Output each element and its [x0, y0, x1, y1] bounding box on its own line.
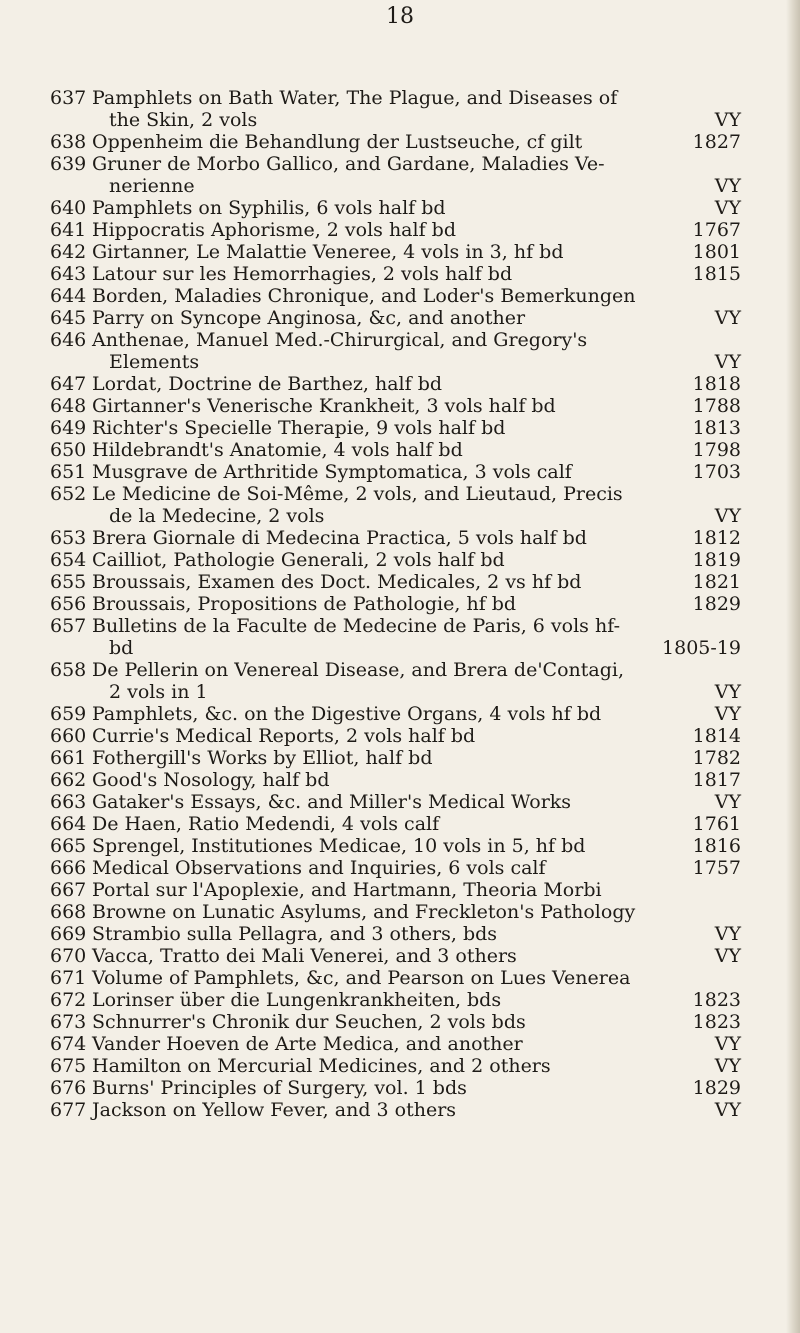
- entry-title: Hippocratis Aphorisme, 2 vols half bd: [92, 219, 456, 241]
- entry-line: [50, 307, 741, 329]
- entry-date: 1788: [692, 395, 741, 417]
- lot-number: 668: [50, 901, 87, 923]
- catalog-entry: [50, 549, 741, 571]
- lot-number: 677: [50, 1099, 87, 1121]
- catalog-entry: [50, 153, 741, 197]
- entry-title: Hamilton on Mercurial Medicines, and 2 others: [92, 1055, 551, 1077]
- entry-line: [50, 725, 741, 747]
- entry-title: 2 vols in 1: [109, 681, 208, 703]
- catalog-entry: [50, 307, 741, 329]
- catalog-entry: [50, 571, 741, 593]
- entry-title: Hildebrandt's Anatomie, 4 vols half bd: [92, 439, 463, 461]
- entry-line: [50, 527, 741, 549]
- entry-line: [50, 417, 741, 439]
- lot-number: 654: [50, 549, 87, 571]
- entry-title: the Skin, 2 vols: [109, 109, 258, 131]
- entry-line: [50, 659, 741, 681]
- lot-number: 646: [50, 329, 87, 351]
- entry-date: 1827: [692, 131, 741, 153]
- lot-number: 639: [50, 153, 87, 175]
- lot-number: 673: [50, 1011, 87, 1033]
- lot-number: 647: [50, 373, 87, 395]
- entry-date: 1801: [692, 241, 741, 263]
- entry-line: [50, 593, 741, 615]
- lot-number: 658: [50, 659, 87, 681]
- entry-date: VY: [714, 175, 741, 197]
- entry-date: VY: [714, 109, 741, 131]
- catalog-entry: [50, 835, 741, 857]
- entry-line: [50, 835, 741, 857]
- entry-title: Lorinser über die Lungenkrankheiten, bds: [92, 989, 502, 1011]
- lot-number: 637: [50, 87, 87, 109]
- lot-number: 676: [50, 1077, 87, 1099]
- entry-title: Vacca, Tratto dei Mali Venerei, and 3 others: [92, 945, 517, 967]
- entry-line: [50, 153, 741, 175]
- entry-title: Gruner de Morbo Gallico, and Gardane, Maladies Ve-: [92, 153, 605, 175]
- entry-date: 1814: [692, 725, 741, 747]
- catalog-entry: [50, 703, 741, 725]
- entry-date: 1703: [692, 461, 741, 483]
- catalog-list: [50, 87, 741, 1121]
- entry-line: [50, 263, 741, 285]
- entry-line: [50, 109, 741, 131]
- catalog-entry: [50, 1055, 741, 1077]
- entry-date: VY: [714, 351, 741, 373]
- entry-line: [50, 483, 741, 505]
- entry-date: 1818: [692, 373, 741, 395]
- entry-line: [50, 615, 741, 637]
- entry-title: Le Medicine de Soi-Même, 2 vols, and Lieutaud, Precis: [92, 483, 623, 505]
- catalog-entry: [50, 527, 741, 549]
- catalog-entry: [50, 659, 741, 703]
- catalog-entry: [50, 285, 741, 307]
- entry-title: De Haen, Ratio Medendi, 4 vols calf: [92, 813, 440, 835]
- catalog-entry: [50, 857, 741, 879]
- page-number: 18: [386, 4, 414, 29]
- entry-line: [50, 1077, 741, 1099]
- catalog-entry: [50, 1033, 741, 1055]
- entry-title: Cailliot, Pathologie Generali, 2 vols half bd: [92, 549, 505, 571]
- catalog-entry: [50, 945, 741, 967]
- entry-title: bd: [109, 637, 134, 659]
- entry-title: Medical Observations and Inquiries, 6 vols calf: [92, 857, 546, 879]
- lot-number: 655: [50, 571, 87, 593]
- entry-line: [50, 703, 741, 725]
- entry-line: [50, 681, 741, 703]
- entry-line: [50, 945, 741, 967]
- entry-line: [50, 769, 741, 791]
- entry-title: Anthenae, Manuel Med.-Chirurgical, and Gregory's: [92, 329, 588, 351]
- catalog-entry: [50, 1011, 741, 1033]
- entry-title: Richter's Specielle Therapie, 9 vols half bd: [92, 417, 506, 439]
- entry-title: Burns' Principles of Surgery, vol. 1 bds: [92, 1077, 467, 1099]
- entry-date: VY: [714, 703, 741, 725]
- entry-date: 1816: [692, 835, 741, 857]
- entry-line: [50, 571, 741, 593]
- entry-line: [50, 747, 741, 769]
- catalog-entry: [50, 373, 741, 395]
- lot-number: 653: [50, 527, 87, 549]
- entry-title: Currie's Medical Reports, 2 vols half bd: [92, 725, 476, 747]
- catalog-entry: [50, 329, 741, 373]
- lot-number: 638: [50, 131, 87, 153]
- entry-line: [50, 395, 741, 417]
- entry-line: [50, 439, 741, 461]
- entry-date: 1815: [692, 263, 741, 285]
- lot-number: 644: [50, 285, 87, 307]
- entry-date: 1823: [692, 1011, 741, 1033]
- lot-number: 650: [50, 439, 87, 461]
- entry-title: Strambio sulla Pellagra, and 3 others, bds: [92, 923, 498, 945]
- entry-title: de la Medecine, 2 vols: [109, 505, 325, 527]
- entry-title: Pamphlets on Syphilis, 6 vols half bd: [92, 197, 446, 219]
- entry-title: Oppenheim die Behandlung der Lustseuche, cf gilt: [92, 131, 583, 153]
- catalog-entry: [50, 263, 741, 285]
- entry-line: [50, 285, 741, 307]
- entry-date: VY: [714, 1033, 741, 1055]
- catalog-entry: [50, 989, 741, 1011]
- lot-number: 652: [50, 483, 87, 505]
- entry-line: [50, 901, 741, 923]
- entry-title: De Pellerin on Venereal Disease, and Brera de'Contagi,: [92, 659, 625, 681]
- entry-date: 1829: [692, 1077, 741, 1099]
- entry-line: [50, 549, 741, 571]
- catalog-entry: [50, 901, 741, 923]
- entry-date: 1821: [692, 571, 741, 593]
- entry-line: [50, 329, 741, 351]
- lot-number: 675: [50, 1055, 87, 1077]
- catalog-entry: [50, 967, 741, 989]
- entry-date: VY: [714, 681, 741, 703]
- entry-line: [50, 219, 741, 241]
- entry-date: 1805-19: [662, 637, 741, 659]
- entry-title: Jackson on Yellow Fever, and 3 others: [92, 1099, 457, 1121]
- catalog-entry: [50, 769, 741, 791]
- catalog-entry: [50, 131, 741, 153]
- lot-number: 640: [50, 197, 87, 219]
- entry-line: [50, 131, 741, 153]
- catalog-entry: [50, 593, 741, 615]
- entry-date: VY: [714, 791, 741, 813]
- lot-number: 661: [50, 747, 87, 769]
- entry-date: 1813: [692, 417, 741, 439]
- lot-number: 641: [50, 219, 87, 241]
- entry-title: Gataker's Essays, &c. and Miller's Medical Works: [92, 791, 572, 813]
- lot-number: 672: [50, 989, 87, 1011]
- entry-title: Broussais, Examen des Doct. Medicales, 2 vs hf bd: [92, 571, 582, 593]
- entry-date: 1829: [692, 593, 741, 615]
- entry-title: Girtanner's Venerische Krankheit, 3 vols half bd: [92, 395, 556, 417]
- entry-date: 1823: [692, 989, 741, 1011]
- entry-line: [50, 857, 741, 879]
- lot-number: 645: [50, 307, 87, 329]
- entry-line: [50, 923, 741, 945]
- entry-line: [50, 241, 741, 263]
- lot-number: 648: [50, 395, 87, 417]
- entry-line: [50, 175, 741, 197]
- lot-number: 665: [50, 835, 87, 857]
- entry-title: Schnurrer's Chronik dur Seuchen, 2 vols bds: [92, 1011, 526, 1033]
- entry-line: [50, 791, 741, 813]
- entry-title: Latour sur les Hemorrhagies, 2 vols half bd: [92, 263, 513, 285]
- entry-title: Pamphlets, &c. on the Digestive Organs, 4 vols hf bd: [92, 703, 602, 725]
- lot-number: 662: [50, 769, 87, 791]
- lot-number: 651: [50, 461, 87, 483]
- entry-line: [50, 879, 741, 901]
- entry-date: VY: [714, 307, 741, 329]
- entry-date: VY: [714, 923, 741, 945]
- entry-line: [50, 1055, 741, 1077]
- entry-title: Elements: [109, 351, 200, 373]
- entry-line: [50, 505, 741, 527]
- entry-title: Brera Giornale di Medecina Practica, 5 vols half bd: [92, 527, 587, 549]
- entry-title: Volume of Pamphlets, &c, and Pearson on Lues Venerea: [92, 967, 631, 989]
- catalog-entry: [50, 241, 741, 263]
- lot-number: 666: [50, 857, 87, 879]
- entry-date: VY: [714, 505, 741, 527]
- catalog-entry: [50, 1077, 741, 1099]
- catalog-entry: [50, 879, 741, 901]
- lot-number: 659: [50, 703, 87, 725]
- catalog-entry: [50, 791, 741, 813]
- lot-number: 674: [50, 1033, 87, 1055]
- lot-number: 670: [50, 945, 87, 967]
- entry-line: [50, 197, 741, 219]
- catalog-entry: [50, 197, 741, 219]
- catalog-entry: [50, 417, 741, 439]
- entry-title: Girtanner, Le Malattie Veneree, 4 vols in 3, hf bd: [92, 241, 564, 263]
- entry-date: VY: [714, 197, 741, 219]
- entry-title: Lordat, Doctrine de Barthez, half bd: [92, 373, 443, 395]
- catalog-entry: [50, 439, 741, 461]
- lot-number: 664: [50, 813, 87, 835]
- entry-date: 1798: [692, 439, 741, 461]
- entry-line: [50, 373, 741, 395]
- lot-number: 660: [50, 725, 87, 747]
- entry-title: Good's Nosology, half bd: [92, 769, 330, 791]
- lot-number: 656: [50, 593, 87, 615]
- catalog-entry: [50, 461, 741, 483]
- catalog-entry: [50, 813, 741, 835]
- entry-line: [50, 637, 741, 659]
- entry-title: nerienne: [109, 175, 195, 197]
- lot-number: 671: [50, 967, 87, 989]
- entry-line: [50, 351, 741, 373]
- entry-title: Fothergill's Works by Elliot, half bd: [92, 747, 433, 769]
- entry-title: Portal sur l'Apoplexie, and Hartmann, Theoria Morbi: [92, 879, 602, 901]
- lot-number: 663: [50, 791, 87, 813]
- entry-date: 1782: [692, 747, 741, 769]
- lot-number: 642: [50, 241, 87, 263]
- catalog-entry: [50, 923, 741, 945]
- entry-title: Bulletins de la Faculte de Medecine de Paris, 6 vols hf-: [92, 615, 620, 637]
- entry-line: [50, 461, 741, 483]
- entry-line: [50, 87, 741, 109]
- entry-title: Musgrave de Arthritide Symptomatica, 3 vols calf: [92, 461, 572, 483]
- entry-date: 1767: [692, 219, 741, 241]
- entry-date: VY: [714, 945, 741, 967]
- entry-date: 1757: [692, 857, 741, 879]
- lot-number: 657: [50, 615, 87, 637]
- entry-date: 1761: [692, 813, 741, 835]
- entry-title: Broussais, Propositions de Pathologie, hf bd: [92, 593, 517, 615]
- page-edge-shadow: [786, 0, 800, 1333]
- entry-date: VY: [714, 1055, 741, 1077]
- entry-line: [50, 967, 741, 989]
- catalog-entry: [50, 725, 741, 747]
- entry-title: Vander Hoeven de Arte Medica, and another: [92, 1033, 523, 1055]
- catalog-entry: [50, 87, 741, 131]
- entry-title: Parry on Syncope Anginosa, &c, and another: [92, 307, 526, 329]
- entry-date: 1812: [692, 527, 741, 549]
- entry-line: [50, 1011, 741, 1033]
- entry-title: Sprengel, Institutiones Medicae, 10 vols in 5, hf bd: [92, 835, 586, 857]
- entry-line: [50, 813, 741, 835]
- entry-line: [50, 989, 741, 1011]
- catalog-entry: [50, 615, 741, 659]
- lot-number: 649: [50, 417, 87, 439]
- entry-title: Pamphlets on Bath Water, The Plague, and Diseases of: [92, 87, 618, 109]
- entry-date: VY: [714, 1099, 741, 1121]
- entry-line: [50, 1099, 741, 1121]
- lot-number: 643: [50, 263, 87, 285]
- lot-number: 667: [50, 879, 87, 901]
- entry-title: Browne on Lunatic Asylums, and Freckleton's Pathology: [92, 901, 636, 923]
- lot-number: 669: [50, 923, 87, 945]
- catalog-entry: [50, 219, 741, 241]
- catalog-entry: [50, 395, 741, 417]
- entry-title: Borden, Maladies Chronique, and Loder's Bemerkungen: [92, 285, 636, 307]
- catalog-entry: [50, 747, 741, 769]
- catalog-entry: [50, 483, 741, 527]
- catalog-entry: [50, 1099, 741, 1121]
- entry-date: 1819: [692, 549, 741, 571]
- entry-date: 1817: [692, 769, 741, 791]
- entry-line: [50, 1033, 741, 1055]
